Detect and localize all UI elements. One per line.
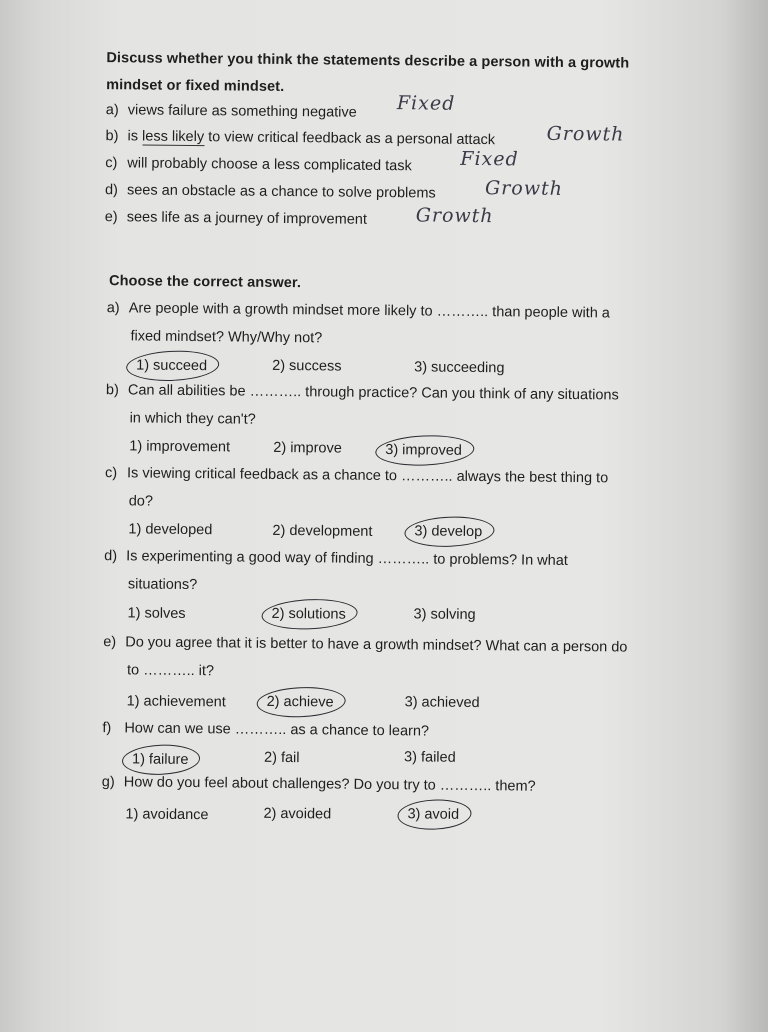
section1-heading-line2: mindset or fixed mindset.	[106, 77, 285, 95]
option-a2[interactable]: 2) success	[272, 357, 342, 375]
handwritten-answer-a: Fixed	[396, 92, 456, 115]
option-e2-selected[interactable]: 2) achieve	[261, 693, 340, 712]
option-g3-selected[interactable]: 3) avoid	[401, 805, 465, 824]
question-a-line1: a) Are people with a growth mindset more likely to ……….. than people with a	[106, 300, 610, 322]
option-e1[interactable]: 1) achievement	[126, 693, 226, 711]
statement-b: b) is less likely to view critical feedback as a personal attack	[105, 128, 496, 149]
section2-heading: Choose the correct answer.	[108, 273, 302, 292]
statement-c: c) will probably choose a less complicated task	[105, 155, 412, 175]
option-g1[interactable]: 1) avoidance	[125, 806, 209, 824]
question-c-line1: c) Is viewing critical feedback as a chance to ……….. always the best thing to	[104, 465, 609, 487]
option-c2[interactable]: 2) development	[272, 522, 373, 540]
handwritten-answer-b: Growth	[546, 122, 625, 146]
question-e-line2: to ……….. it?	[126, 662, 215, 680]
option-g2[interactable]: 2) avoided	[263, 805, 332, 823]
option-a3[interactable]: 3) succeeding	[414, 359, 505, 377]
handwritten-answer-c: Fixed	[460, 147, 519, 171]
option-a1-selected[interactable]: 1) succeed	[130, 356, 213, 375]
question-c-line2: do?	[128, 493, 154, 510]
statement-d: d) sees an obstacle as a chance to solve problems	[104, 182, 436, 202]
option-d1[interactable]: 1) solves	[127, 605, 186, 622]
handwritten-answer-d: Growth	[484, 177, 564, 200]
option-b3-selected[interactable]: 3) improved	[379, 441, 468, 460]
section1-heading-line1: Discuss whether you think the statements describe a person with a growth	[106, 50, 630, 72]
option-b1[interactable]: 1) improvement	[129, 438, 231, 456]
underlined-less-likely: less likely	[141, 128, 205, 146]
question-b-line2: in which they can't?	[129, 410, 256, 428]
handwritten-answer-e: Growth	[415, 204, 494, 228]
question-f-line1: f) How can we use ……….. as a chance to learn?	[102, 720, 430, 740]
option-f2[interactable]: 2) fail	[263, 749, 300, 767]
question-g-line1: g) How do you feel about challenges? Do you try to ……….. them?	[101, 774, 536, 795]
question-d-line2: situations?	[127, 576, 198, 594]
option-c3-selected[interactable]: 3) develop	[408, 522, 488, 541]
option-b2[interactable]: 2) improve	[273, 439, 342, 457]
question-d-line1: d) Is experimenting a good way of finding ……….. to problems? In what	[104, 548, 568, 569]
statement-a: a) views failure as something negative	[105, 102, 357, 121]
option-d3[interactable]: 3) solving	[413, 606, 476, 624]
statement-e: e) sees life as a journey of improvement	[104, 209, 367, 228]
question-a-line2: fixed mindset? Why/Why not?	[130, 328, 323, 347]
option-d2-selected[interactable]: 2) solutions	[265, 605, 351, 624]
question-e-line1: e) Do you agree that it is better to have a growth mindset? What can a person do	[103, 634, 628, 656]
question-b-line1: b) Can all abilities be ……….. through practice? Can you think of any situations	[105, 382, 619, 404]
option-f3[interactable]: 3) failed	[404, 749, 456, 766]
option-c1[interactable]: 1) developed	[128, 521, 213, 539]
option-f1-selected[interactable]: 1) failure	[126, 750, 195, 769]
option-e3[interactable]: 3) achieved	[404, 694, 480, 712]
